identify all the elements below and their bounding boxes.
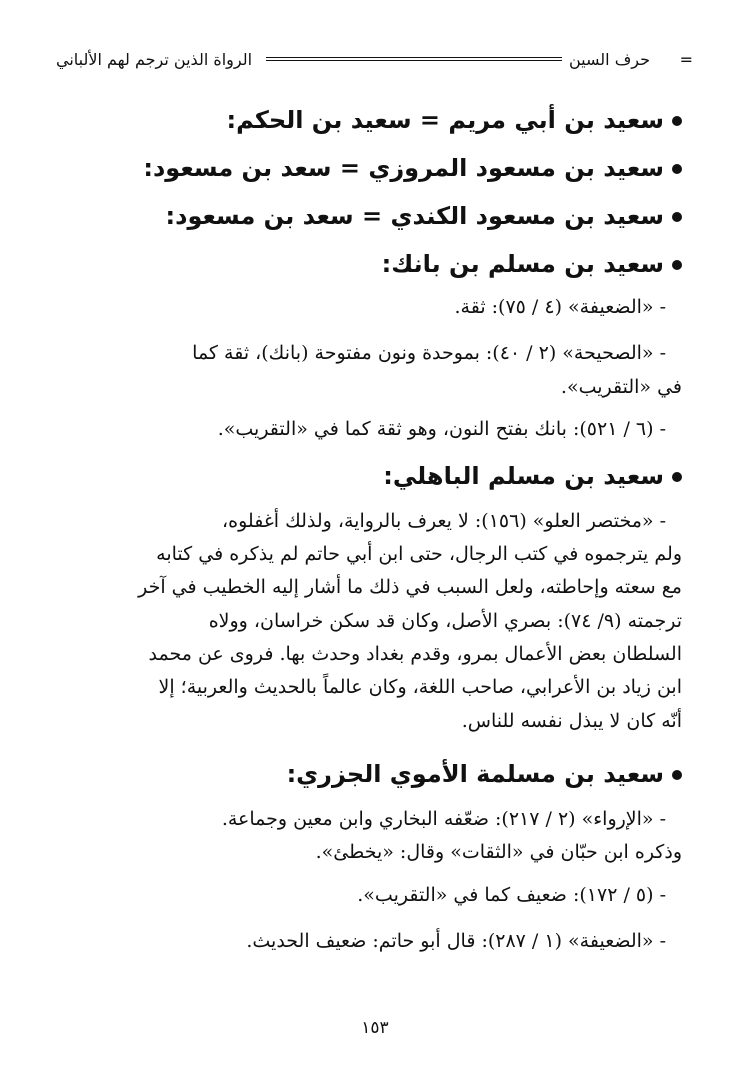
running-header bbox=[56, 42, 692, 76]
entry-heading: سعيد بن مسلم الباهلي: bbox=[383, 462, 682, 490]
entry-line: - (٦ / ٥٢١): بانك بفتح النون، وهو ثقة كما في «التقريب». bbox=[217, 418, 666, 440]
bullet-icon bbox=[672, 212, 682, 222]
page-number: ١٥٣ bbox=[361, 1018, 389, 1038]
bullet-icon bbox=[672, 472, 682, 482]
bullet-icon bbox=[672, 770, 682, 780]
entry-line: - «الضعيفة» (١ / ٢٨٧): قال أبو حاتم: ضعيف الحديث. bbox=[246, 930, 666, 952]
section-title: حرف السين bbox=[569, 50, 650, 69]
entry-line: في «التقريب». bbox=[560, 376, 682, 398]
book-title: الرواة الذين ترجم لهم الألباني bbox=[56, 50, 253, 69]
header-rule bbox=[266, 57, 562, 61]
entry-line: أنّه كان لا يبذل نفسه للناس. bbox=[461, 710, 682, 732]
entry-line: السلطان بعض الأعمال بمرو، وقدم بغداد وحدث بها. فروى عن محمد bbox=[148, 643, 682, 665]
entry-line: - «الضعيفة» (٤ / ٧٥): ثقة. bbox=[454, 296, 666, 318]
entry-heading: سعيد بن أبي مريم = سعيد بن الحكم: bbox=[227, 106, 682, 134]
entry-line: ولم يترجموه في كتب الرجال، حتى ابن أبي حاتم لم يذكره في كتابه bbox=[156, 543, 682, 565]
header-dash: = bbox=[679, 50, 692, 69]
entry-line: - «الصحيحة» (٢ / ٤٠): بموحدة ونون مفتوحة (بانك)، ثقة كما bbox=[192, 342, 666, 364]
entry-line: ابن زياد بن الأعرابي، صاحب اللغة، وكان عالماً بالحديث والعربية؛ إلا bbox=[158, 676, 682, 698]
bullet-icon bbox=[672, 116, 682, 126]
bullet-icon bbox=[672, 164, 682, 174]
entry-heading: سعيد بن مسعود المروزي = سعد بن مسعود: bbox=[143, 154, 682, 182]
entry-heading: سعيد بن مسعود الكندي = سعد بن مسعود: bbox=[166, 202, 682, 230]
entry-line: وذكره ابن حبّان في «الثقات» وقال: «يخطئ». bbox=[315, 841, 682, 863]
entry-line: - «مختصر العلو» (١٥٦): لا يعرف بالرواية، ولذلك أغفلوه، bbox=[222, 510, 666, 532]
bullet-icon bbox=[672, 260, 682, 270]
entry-line: - «الإرواء» (٢ / ٢١٧): ضعّفه البخاري وابن معين وجماعة. bbox=[221, 808, 666, 830]
entry-heading: سعيد بن مسلم بن بانك: bbox=[382, 250, 682, 278]
entry-heading: سعيد بن مسلمة الأموي الجزري: bbox=[287, 760, 682, 788]
entry-line: مع سعته وإحاطته، ولعل السبب في ذلك ما أشار إليه الخطيب في آخر bbox=[138, 576, 682, 598]
entry-line: - (٥ / ١٧٢): ضعيف كما في «التقريب». bbox=[357, 884, 666, 906]
entry-line: ترجمته (٩/ ٧٤): بصري الأصل، وكان قد سكن خراسان، وولاه bbox=[208, 610, 682, 632]
